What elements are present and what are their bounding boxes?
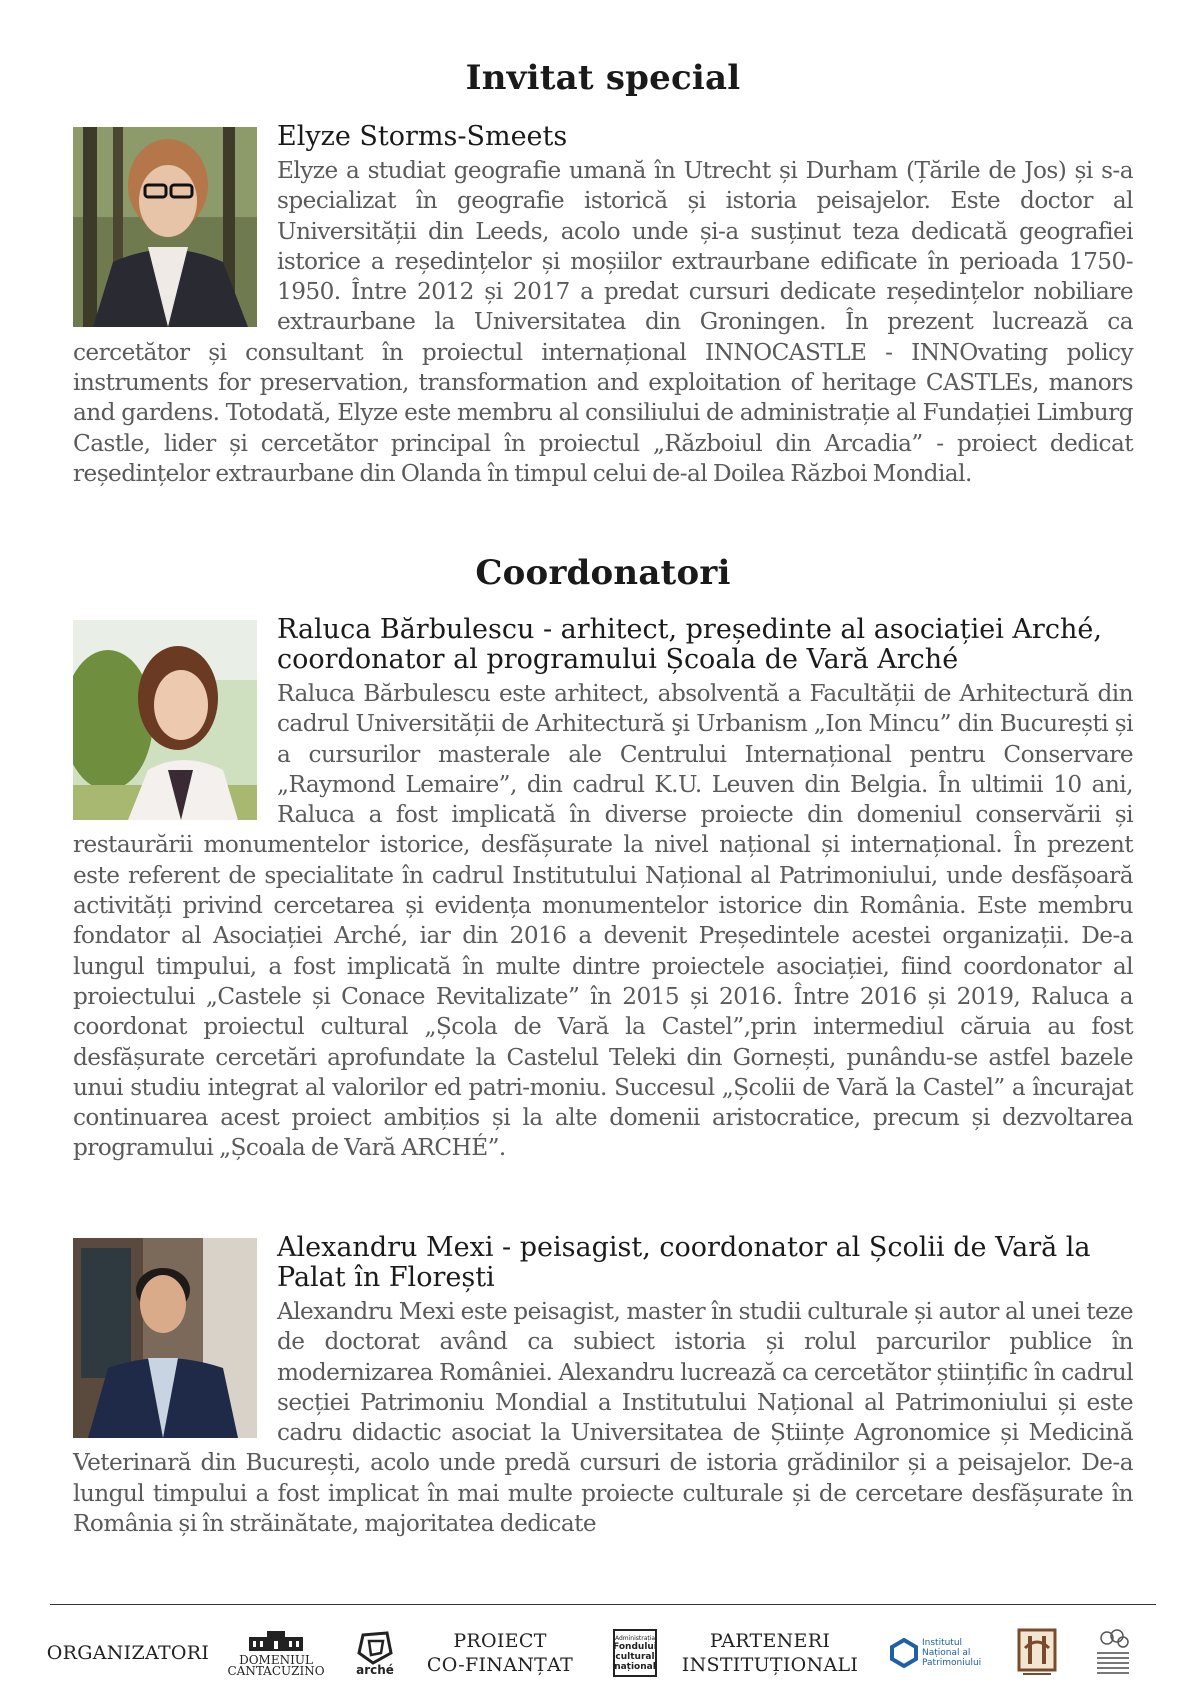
footer [0, 1625, 1200, 1685]
coordinator-alexandru [73, 1233, 1133, 1539]
guest-section [73, 122, 1133, 489]
arche-logo: arché [345, 1625, 405, 1681]
domeniul-cantacuzino-logo: DOMENIUL CANTACUZINO [228, 1625, 324, 1681]
coordinator-name: Raluca Bărbulescu - arhitect, președinte al asociației Arché, coordonator al programului Școala de Vară Arché [277, 614, 1102, 675]
oar-mark-icon [1017, 1628, 1057, 1678]
cantacuzino-building-icon [247, 1629, 305, 1653]
guest-bio: Elyze a studiat geografie umană în Utrecht și Durham (Țările de Jos) și s-a specializat în geografie istorică și istoria peisajelor. Este doctor al Universității din Leeds, acolo unde și-a susținut teza dedicată geografiei istorice a reședințelor și moșiilor extraurbane edificate în perioada 1750-1950. Între 2012 și 2017 a predat cursuri dedicate reședințelor nobiliare extraurbane la Universitatea din Groningen. În prezent lucrează ca cercetător și consultant în proiectul internațional INNOCASTLE - INNOvating policy instruments for preservation, transformation and exploitation of heritage CASTLEs, manors and gardens. Totodată, Elyze este membru al consiliului de administrație al Fundației Limburg Castle, lider și cercetător principal în proiectul „Războiul din Arcadia” - proiect dedicat reședințelor extraurbane din Olanda în timpul celui de-al Doilea Război Mondial. [73, 157, 1133, 487]
afcn-logo: Administrația Fondului cultural național [610, 1625, 660, 1681]
coordinator-bio: Raluca Bărbulescu este arhitect, absolventă a Facultății de Arhitectură din cadrul Universității de Arhitectură şi Urbanism „Ion Mincu” din București și a cursurilor masterale ale Centrului Internațional pentru Conservare „Raymond Lemaire”, din cadrul K.U. Leuven din Belgia. În ultimii 10 ani, Raluca a fost implicată în diverse proiecte din domeniul conservării și restaurării monumentelor istorice, desfășurate la nivel național și internațional. În prezent este referent de specialitate în cadrul Institutului Național al Patrimoniului, unde desfășoară activități privind cercetarea și evidența monumentelor istorice din România. Este membru fondator al Asociației Arché, iar din 2016 a devenit Președintele acestei organizații. De-a lungul timpului, a fost implicată în multe dintre proiectele asociației, fiind coordonator al proiectului „Castele și Conace Revitalizate” în 2015 și 2016. Între 2016 și 2019, Raluca a coordonat proiectul cultural „Școla de Vară la Castel”,prin intermediul căruia au fost desfășurate cercetări aprofundate la Castelul Teleki din Gornești, punându-se astfel bazele unui studiu integrat al valorilor ed patri-moniu. Succesul „Școlii de Vară la Castel” a încurajat continuarea acest proiect ambițios și la alte domenii aristocratice, precum și dezvoltarea programului „Școala de Vară ARCHÉ”. [73, 680, 1133, 1162]
coordinator-bio: Alexandru Mexi este peisagist, master în studii culturale și autor al unei teze de doctorat având ca subiect istoria și rolul parcurilor publice în modernizarea României. Alexandru lucrează ca cercetător științific în cadrul secției Patrimoniu Mondial a Institutului Național al Patrimoniului și este cadru didactic asociat la Universitatea de Științe Agronomice și Medicină Veterinară din București, acolo unde predă cursuri de istoria grădinilor și a peisajelor. De-a lungul timpului a fost implicat în mai multe proiecte culturale și de cercetare desfășurate în România și în străinătate, majoritatea dedicate [73, 1298, 1133, 1538]
alexandru-photo [73, 1238, 257, 1438]
arche-mark-icon [357, 1631, 393, 1665]
proiect-cofinantat-label: PROIECT CO-FINANȚAT [426, 1630, 574, 1676]
coordinator-name: Alexandru Mexi - peisagist, coordonator al Școlii de Vară la Palat în Florești [277, 1232, 1091, 1293]
coordinator-raluca [73, 615, 1133, 1164]
association-seal-icon [1093, 1628, 1133, 1678]
guest-photo [73, 127, 257, 327]
section-title-coordonatori: Coordonatori [475, 553, 731, 593]
asociatie-logo [1088, 1625, 1138, 1681]
parteneri-institutionali-label: PARTENERI INSTITUȚIONALI [681, 1630, 859, 1676]
guest-name: Elyze Storms-Smeets [277, 121, 568, 152]
footer-divider [50, 1604, 1156, 1605]
oar-logo [1012, 1625, 1062, 1681]
inp-logo: Institutul Național al Patrimoniului [890, 1625, 990, 1681]
section-title-invitat: Invitat special [465, 58, 741, 98]
inp-mark-icon [890, 1638, 918, 1668]
organizatori-label: ORGANIZATORI [46, 1642, 210, 1664]
raluca-photo [73, 620, 257, 820]
